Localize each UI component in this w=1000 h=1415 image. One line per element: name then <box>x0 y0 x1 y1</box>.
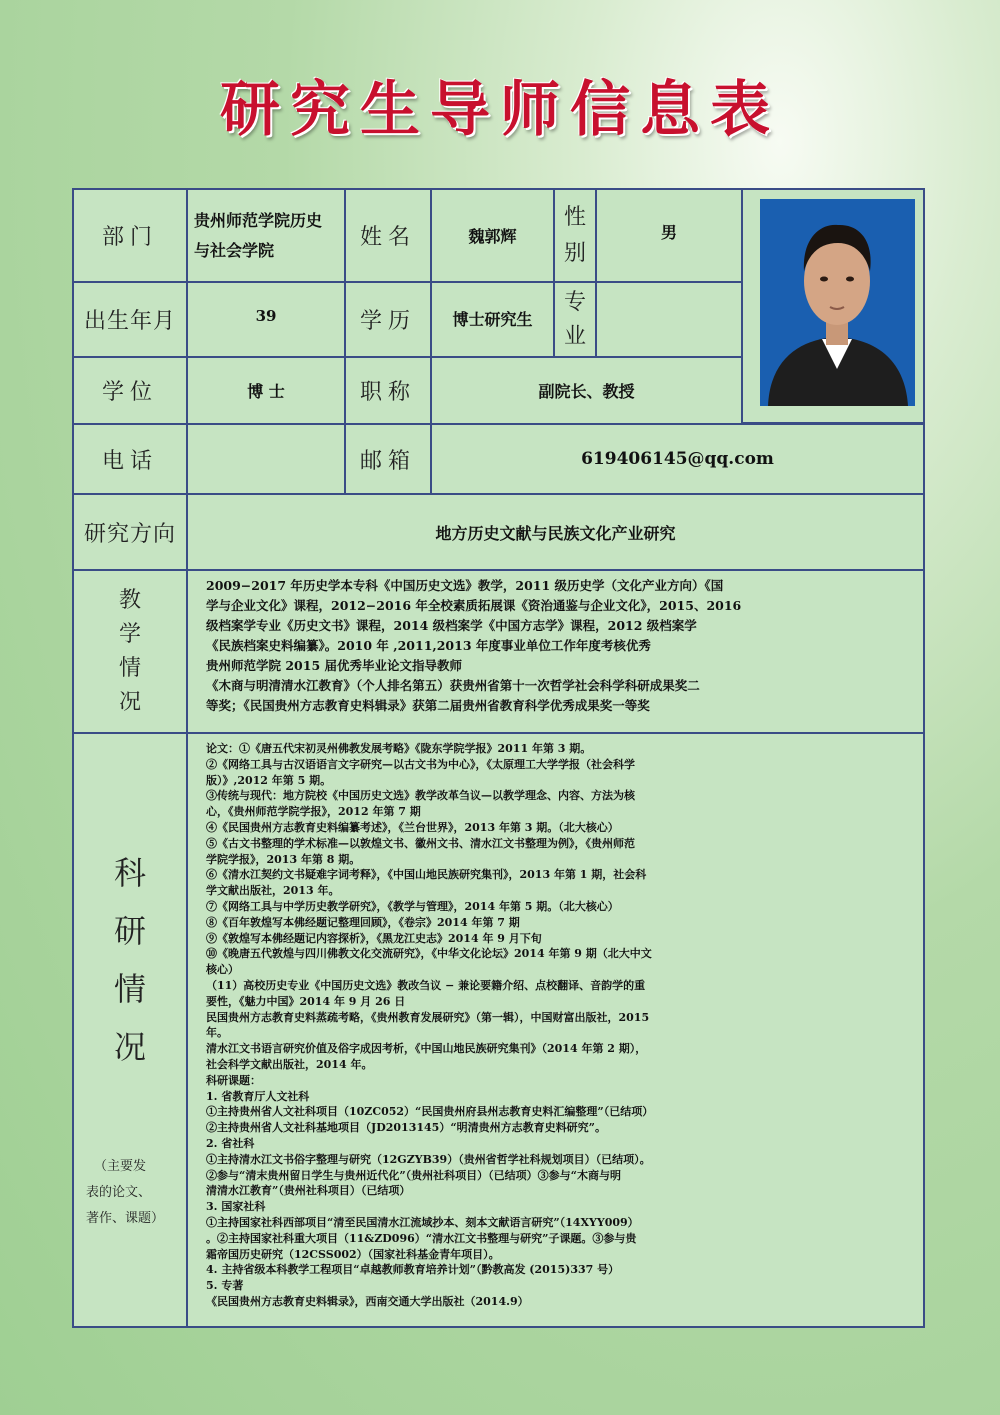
research-record-char: 况 <box>113 1028 146 1066</box>
content-line: 《民族档案史料编纂》。2010 年 ,2011,2013 年度事业单位工作年度考核优秀 <box>206 638 651 653</box>
email-label-text: 邮箱 <box>359 448 416 474</box>
teaching-content <box>186 569 925 734</box>
rank-label <box>344 356 432 425</box>
degree-label <box>72 356 188 425</box>
content-line: 霜帝国历史研究（12CSS002）（国家社科基金青年项目）。 <box>206 1247 500 1261</box>
content-line: ②《网络工具与古汉语语言文字研究—以古文书为中心》，《太原理工大学学报（社会科学 <box>206 757 635 771</box>
content-line: 要性，《魅力中国》2014 年 9 月 26 日 <box>206 994 406 1008</box>
degree-label-text: 学位 <box>101 380 158 405</box>
research-record-char: 研 <box>113 912 146 950</box>
content-line: ⑧《百年敦煌写本佛经题记整理回顾》，《卷宗》2014 年第 7 期 <box>206 915 520 929</box>
gender-label-2: 别 <box>563 240 586 266</box>
content-line: ③传统与现代：地方院校《中国历史文选》教学改革刍议—以教学理念、内容、方法为核 <box>206 789 635 803</box>
research-value <box>186 493 925 571</box>
birth-label-text: 出生年月 <box>83 309 176 334</box>
phone-value <box>186 423 346 495</box>
content-line: 1. 省教育厅人文社科 <box>206 1089 310 1103</box>
content-line: 4. 主持省级本科教学工程项目“卓越教师教育培养计划”（黔教高发 (2015)337 号） <box>206 1263 620 1277</box>
content-line: 清清水江教育”（贵州社科项目）（已结项） <box>206 1184 411 1198</box>
research-label-text: 研究方向 <box>83 521 176 547</box>
content-line: 2009−2017 年历史学本专科《中国历史文选》教学，2011 级历史学（文化产业方向）《国 <box>206 578 724 593</box>
teaching-label-char: 况 <box>118 689 141 715</box>
content-line: 《木商与明清清水江教育》（个人排名第五）获贵州省第十一次哲学社会科学科研成果奖二 <box>206 678 700 693</box>
content-line: ⑩《晚唐五代敦煌与四川佛教文化交流研究》，《中华文化论坛》2014 年第 9 期（北大中文 <box>206 947 652 961</box>
major-label <box>553 281 597 358</box>
research-record-content <box>186 732 925 1328</box>
email-value <box>430 423 925 495</box>
content-line: 5. 专著 <box>206 1279 244 1293</box>
dept-value-line-1: 贵州师范学院历史 <box>194 210 323 230</box>
dept-value <box>186 188 346 283</box>
research-record-char: 科 <box>113 854 146 892</box>
edu-value-text: 博士研究生 <box>452 310 533 329</box>
gender-value-text: 男 <box>660 223 677 242</box>
page-title: 研究生导师信息表 <box>220 75 780 145</box>
content-line: ①主持清水江文书俗字整理与研究（12GZYB39）（贵州省哲学社科规划项目）（已结项）。 <box>206 1152 651 1166</box>
content-line: 核心） <box>206 963 239 977</box>
portrait-image <box>760 199 915 406</box>
content-line: 。②主持国家社科重大项目（11&ZD096）“清水江文书整理与研究”子课题。③参与贵 <box>206 1231 637 1245</box>
birth-value <box>186 281 346 358</box>
degree-value <box>186 356 346 425</box>
content-line: 心，《贵州师范学院学报》，2012 年第 7 期 <box>206 805 421 819</box>
portrait-photo <box>760 199 915 406</box>
research-note-line: （主要发 <box>94 1159 147 1174</box>
content-line: 3. 国家社科 <box>206 1200 266 1214</box>
content-line: 论文：①《唐五代宋初灵州佛教发展考略》《陇东学院学报》2011 年第 3 期。 <box>206 742 592 755</box>
research-record-note <box>86 1154 182 1232</box>
content-line: 清水江文书语言研究价值及俗字成因考析，《中国山地民族研究集刊》（2014 年第 2 期）， <box>206 1042 647 1056</box>
major-value <box>595 281 743 358</box>
name-label <box>344 188 432 283</box>
content-line: 科研课题： <box>206 1073 261 1087</box>
research-note-line: 表的论文、 <box>86 1185 152 1200</box>
content-line: ⑤《古文书整理的学术标准—以敦煌文书、徽州文书、清水江文书整理为例》，《贵州师范 <box>206 836 635 850</box>
content-line: 等奖；《民国贵州方志教育史料辑录》获第二届贵州省教育科学优秀成果奖一等奖 <box>206 698 650 713</box>
content-line: 贵州师范学院 2015 届优秀毕业论文指导教师 <box>206 658 462 673</box>
major-label-2: 业 <box>563 323 586 349</box>
content-line: 《民国贵州方志教育史料辑录》，西南交通大学出版社（2014.9） <box>206 1294 529 1308</box>
research-value-text: 地方历史文献与民族文化产业研究 <box>435 523 676 543</box>
gender-value <box>595 188 743 283</box>
teaching-label-char: 学 <box>118 621 141 647</box>
gender-label <box>553 188 597 283</box>
content-line: ⑥《清水江契约文书疑难字词考释》，《中国山地民族研究集刊》，2013 年第 1 期，社会科 <box>206 868 647 882</box>
email-value-text: 619406145@qq.com <box>581 449 774 469</box>
teaching-label-char: 教 <box>118 587 141 613</box>
content-line: ①主持国家社科西部项目“清至民国清水江流域抄本、刻本文献语言研究”（14XYY009） <box>206 1215 639 1229</box>
rank-value <box>430 356 743 425</box>
gender-label-1: 性 <box>563 204 586 230</box>
research-record-char: 情 <box>113 970 146 1008</box>
content-line: 民国贵州方志教育史料蒸疏考略，《贵州教育发展研究》（第一辑），中国财富出版社，2015 <box>206 1010 650 1024</box>
content-line: 社会科学文献出版社，2014 年。 <box>206 1057 373 1071</box>
phone-label <box>72 423 188 495</box>
content-line: 学院学报》，2013 年第 8 期。 <box>206 852 361 866</box>
name-label-text: 姓名 <box>359 225 416 250</box>
rank-value-text: 副院长、教授 <box>538 382 635 401</box>
research-record-title <box>74 844 186 1076</box>
edu-label <box>344 281 432 358</box>
content-line: 学与企业文化》课程，2012−2016 年全校素质拓展课《资治通鉴与企业文化》，2015、2016 <box>206 598 742 613</box>
content-line: 2. 省社科 <box>206 1136 255 1150</box>
edu-label-text: 学历 <box>359 309 416 334</box>
dept-label-text: 部门 <box>101 225 158 250</box>
birth-label <box>72 281 188 358</box>
birth-value-text: 39 <box>255 307 277 325</box>
teaching-label-char: 情 <box>118 655 141 681</box>
teaching-label <box>72 569 188 734</box>
major-label-1: 专 <box>563 289 586 315</box>
content-line: ②主持贵州省人文社科基地项目（JD2013145）“明清贵州方志教育史料研究”。 <box>206 1121 606 1135</box>
content-line: 学文献出版社，2013 年。 <box>206 884 340 898</box>
content-line: ④《民国贵州方志教育史料编纂考述》，《兰台世界》，2013 年第 3 期。（北大核心） <box>206 820 619 834</box>
edu-value <box>430 281 555 358</box>
content-line: ②参与“清末贵州留日学生与贵州近代化”（贵州社科项目）（已结项）③参与“木商与明 <box>206 1168 621 1182</box>
research-label <box>72 493 188 571</box>
rank-label-text: 职称 <box>359 380 416 405</box>
research-note-line: 著作、课题） <box>86 1211 165 1226</box>
content-line: ⑦《网络工具与中学历史教学研究》，《教学与管理》，2014 年第 5 期。（北大核心） <box>206 899 619 913</box>
research-record-label <box>72 732 188 1328</box>
content-line: ①主持贵州省人文社科项目（10ZC052）“民国贵州府县州志教育史料汇编整理”（已结项） <box>206 1105 654 1119</box>
phone-label-text: 电话 <box>101 448 158 474</box>
name-value-text: 魏郭辉 <box>468 227 517 246</box>
content-line: （11）高校历史专业《中国历史文选》教改刍议 − 兼论要籍介绍、点校翻译、音韵学的重 <box>206 978 646 992</box>
degree-value-text: 博 士 <box>247 382 285 401</box>
email-label <box>344 423 432 495</box>
content-line: 年。 <box>206 1026 228 1040</box>
dept-value-line-2: 与社会学院 <box>194 240 275 260</box>
content-line: ⑨《敦煌写本佛经题记内容探析》，《黑龙江史志》2014 年 9 月下旬 <box>206 931 542 945</box>
name-value <box>430 188 555 283</box>
content-line: 版）》,2012 年第 5 期。 <box>206 773 332 787</box>
dept-label <box>72 188 188 283</box>
content-line: 级档案学专业《历史文书》课程，2014 级档案学《中国方志学》课程，2012 级档案学 <box>206 618 697 633</box>
